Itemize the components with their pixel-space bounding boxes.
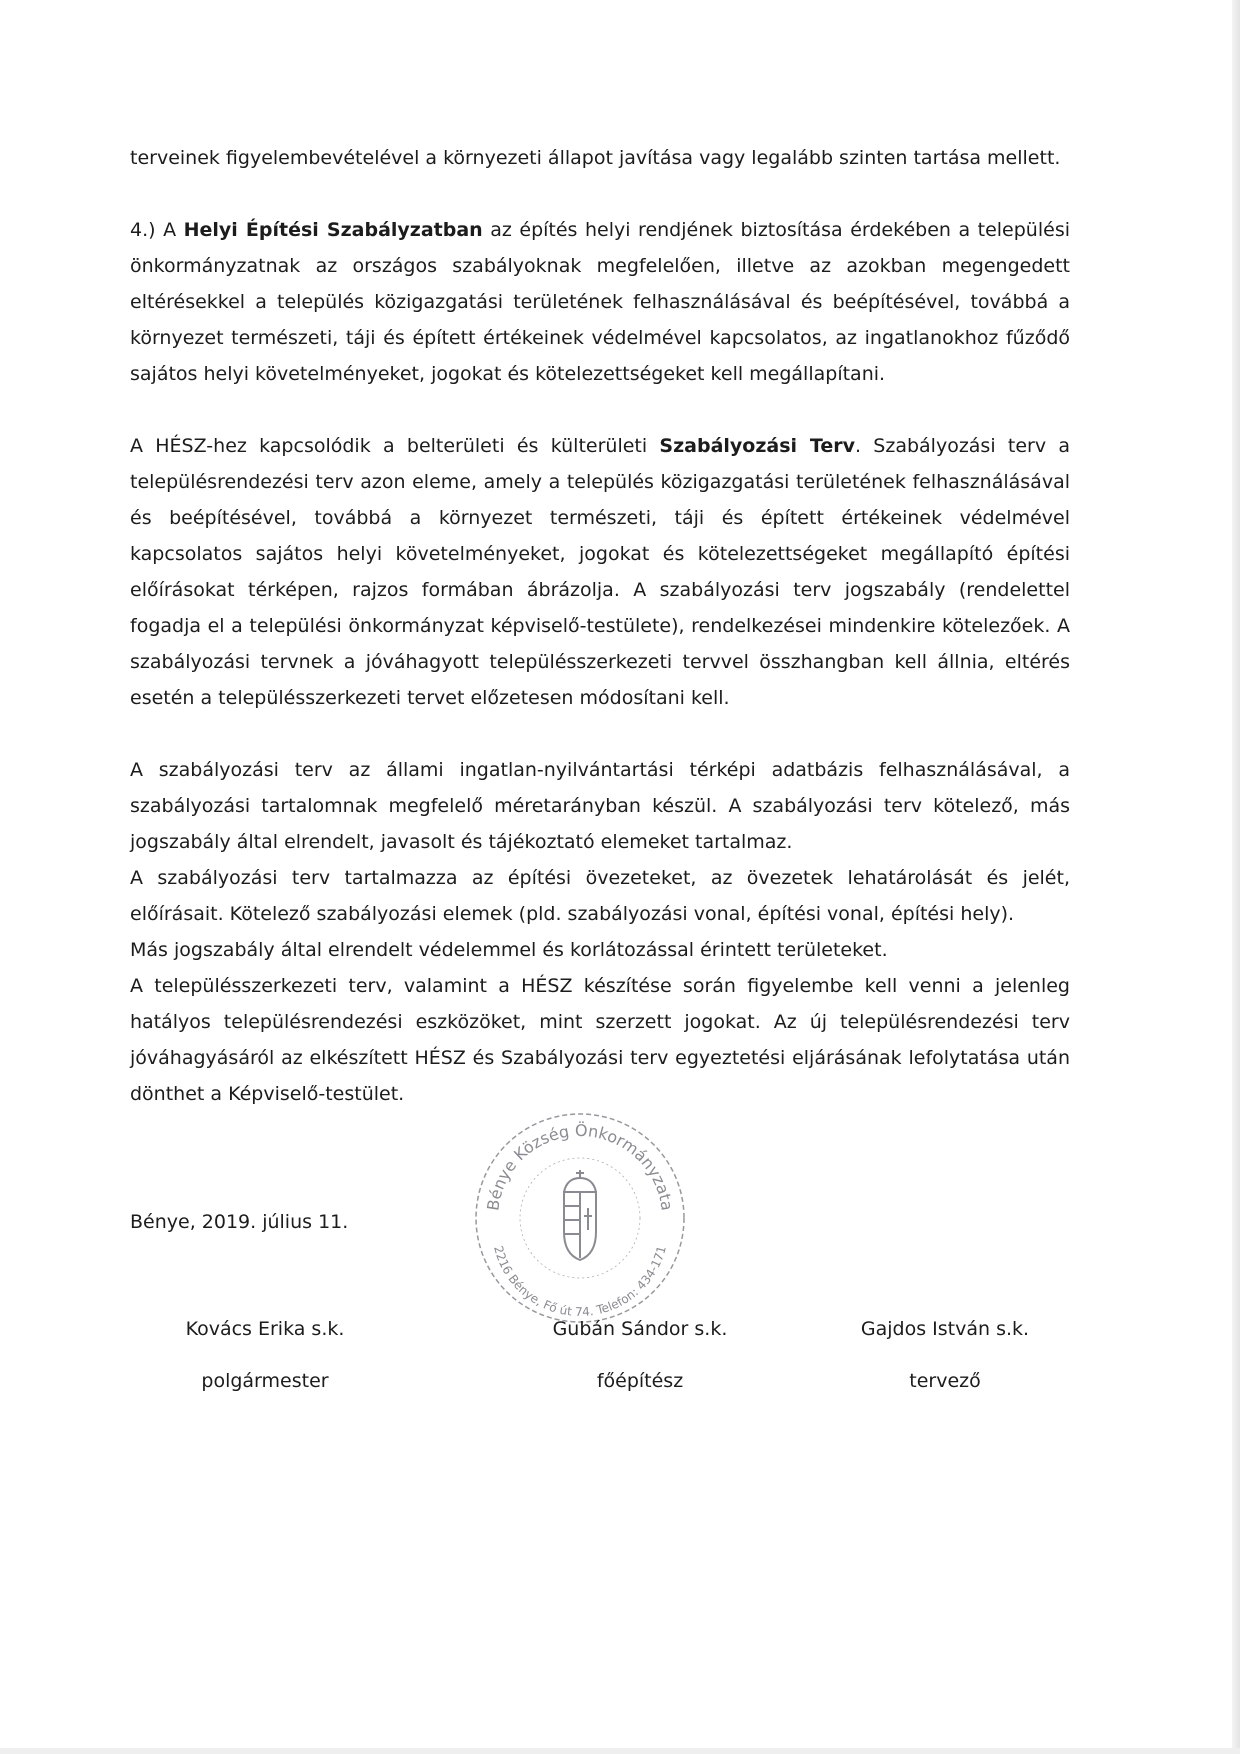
paragraph-text: az építés helyi rendjének biztosítása érdekében a települési önkormányzatnak az országos szabályoknak megfelelően, illetve az azokban megengedett eltérésekkel a település közigazgatási területének felhasználásával és beépítésével, továbbá a környezet természeti, táji és épített értékeinek védelmével kapcsolatos, az ingatlanokhoz fűződő sajátos helyi követelményeket, jogokat és kötelezettségeket kell megállapítani.	[130, 219, 1070, 385]
paragraph-ovezetek: A szabályozási terv tartalmazza az építési övezeteket, az övezetek lehatárolását és jelét, előírásait. Kötelező szabályozási elemek (pld. szabályozási vonal, építési vonal, építési hely).	[130, 867, 1070, 925]
signature-block-designer	[795, 1311, 1095, 1399]
stamp-top-text: Bénye Község Önkormányzata	[483, 1120, 677, 1212]
bold-term-hesz: Helyi Építési Szabályzatban	[183, 219, 483, 241]
signatory-name: Kovács Erika s.k.	[185, 1318, 345, 1340]
paragraph-continuation: terveinek figyelembevételével a környezeti állapot javítása vagy legalább szinten tartása mellett.	[130, 147, 1061, 169]
signatory-role: főépítész	[596, 1370, 684, 1392]
official-stamp	[470, 1108, 690, 1328]
signatory-name: Gubán Sándor s.k.	[552, 1318, 728, 1340]
signature-block-mayor	[115, 1311, 415, 1399]
paragraph-helyi-epitesi-szabalyzat	[130, 212, 1070, 392]
paragraph-text: 4.) A	[130, 219, 184, 241]
scan-bottom-edge	[0, 1748, 1240, 1754]
paragraph-vedelem: Más jogszabály által elrendelt védelemmel és korlátozással érintett területeket.	[130, 939, 888, 961]
signatory-role: tervező	[909, 1370, 981, 1392]
scan-edge	[1232, 0, 1240, 1754]
paragraph-text: . Szabályozási terv a településrendezési terv azon eleme, amely a település közigazgatási területének felhasználásával és beépítésével, továbbá a környezet természeti, táji és épített értékeinek védelmével kapcsolatos sajátos helyi követelményeket, jogokat és kötelezettségeket megállapító építési előírásokat térképen, rajzos formában ábrázolja. A szabályozási terv jogszabály (rendelettel fogadja el a települési önkormányzat képviselő-testülete), rendelkezései mindenkire kötelezőek. A szabályozási tervnek a jóváhagyott településszerkezeti tervvel összhangban kell állnia, eltérés esetén a településszerkezeti tervet előzetesen módosítani kell.	[130, 435, 1070, 709]
paragraph-closing: A településszerkezeti terv, valamint a HÉSZ készítése során figyelembe kell venni a jelenleg hatályos településrendezési eszközöket, mint szerzett jogokat. Az új településrendezési terv jóváhagyásáról az elkészített HÉSZ és Szabályozási terv egyeztetési eljárásának lefolytatása után dönthet a Képviselő-testület.	[130, 975, 1070, 1105]
signature-block-chief-architect	[490, 1311, 790, 1399]
signatory-role: polgármester	[201, 1370, 329, 1392]
coat-of-arms-icon	[564, 1170, 596, 1260]
bold-term-szabalyozasi-terv: Szabályozási Terv	[659, 435, 855, 457]
document-body	[130, 140, 1070, 1112]
paragraph-text: A HÉSZ-hez kapcsolódik a belterületi és külterületi	[130, 435, 660, 457]
signatory-name: Gajdos István s.k.	[860, 1318, 1030, 1340]
stamp-bottom-text: 2216 Bénye, Fő út 74. Telefon: 434-171	[491, 1244, 669, 1320]
paragraph-szabalyozasi-terv	[130, 428, 1070, 716]
document-date: Bénye, 2019. július 11.	[130, 1211, 349, 1233]
paragraph-terv-tartalma: A szabályozási terv az állami ingatlan-nyilvántartási térképi adatbázis felhasználásával, a szabályozási tartalomnak megfelelő méretarányban készül. A szabályozási terv kötelező, más jogszabály által elrendelt, javasolt és tájékoztató elemeket tartalmaz.	[130, 759, 1070, 853]
